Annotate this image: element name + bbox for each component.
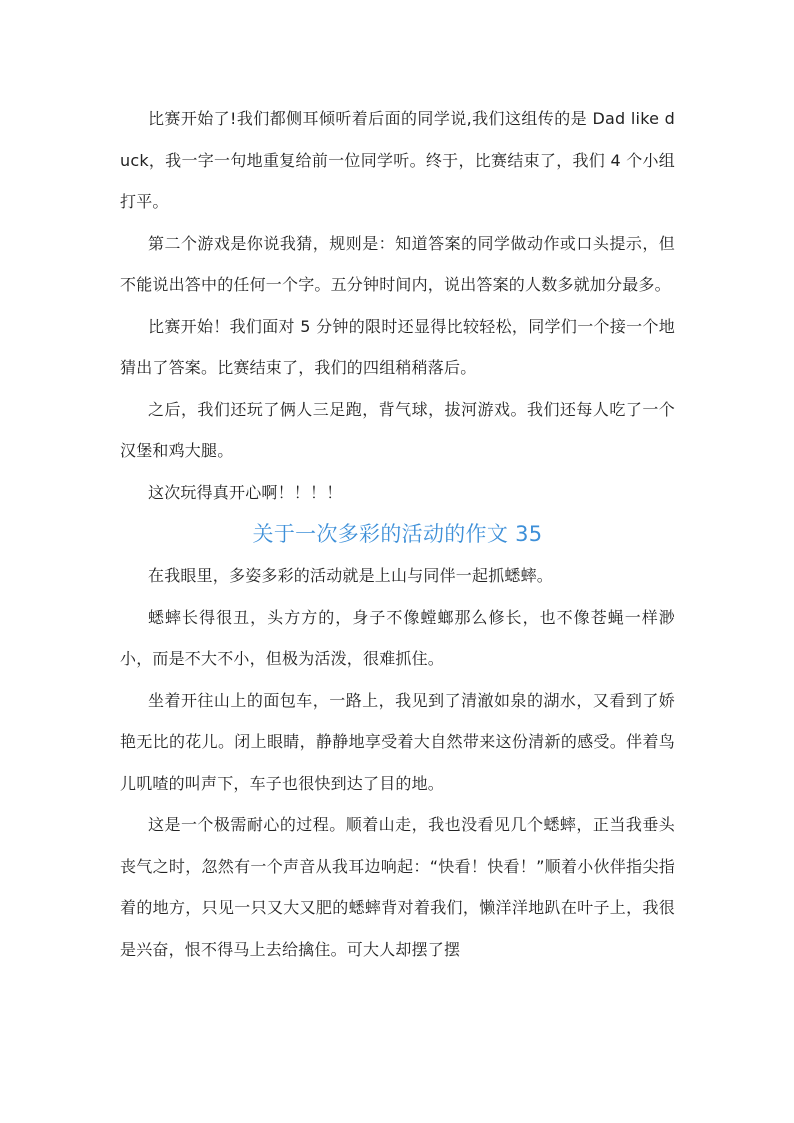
paragraph: 这次玩得真开心啊！！！！: [148, 482, 343, 502]
paragraph: 之后，我们还玩了俩人三足跑，背气球，拔河游戏。我们还每人吃了一个汉堡和鸡大腿。: [120, 399, 675, 460]
paragraph: 蟋蟀长得很丑，头方方的，身子不像螳螂那么修长，也不像苍蝇一样渺小，而是不大不小，但极为活泼，很难抓住。: [120, 607, 675, 668]
paragraph: 比赛开始了!我们都侧耳倾听着后面的同学说,我们这组传的是 Dad like duck，我一字一句地重复给前一位同学听。终于，比赛结束了，我们 4 个小组打平。: [120, 109, 675, 211]
paragraph: 坐着开往山上的面包车，一路上，我见到了清澈如泉的湖水，又看到了娇艳无比的花儿。闭上眼睛，静静地享受着大自然带来这份清新的感受。伴着鸟儿叽喳的叫声下，车子也很快到达了目的地。: [120, 690, 675, 793]
paragraph: 在我眼里，多姿多彩的活动就是上山与同伴一起抓蟋蟀。: [148, 566, 554, 585]
paragraph: 第二个游戏是你说我猜，规则是：知道答案的同学做动作或口头提示，但不能说出答中的任何一个字。五分钟时间内，说出答案的人数多就加分最多。: [120, 233, 675, 294]
section-heading: 关于一次多彩的活动的作文 35: [252, 522, 543, 546]
document-body: [120, 98, 675, 970]
paragraph: 比赛开始！我们面对 5 分钟的限时还显得比较轻松，同学们一个接一个地猜出了答案。比赛结束了，我们的四组稍稍落后。: [120, 316, 675, 377]
paragraph: 这是一个极需耐心的过程。顺着山走，我也没看见几个蟋蟀，正当我垂头丧气之时，忽然有一个声音从我耳边响起：“快看！快看！”顺着小伙伴指尖指着的地方，只见一只又大又肥的蟋蟀背对着我们，懒洋洋地趴在叶子上，我很是兴奋，恨不得马上去给擒住。可大人却摆了摆: [120, 815, 675, 959]
